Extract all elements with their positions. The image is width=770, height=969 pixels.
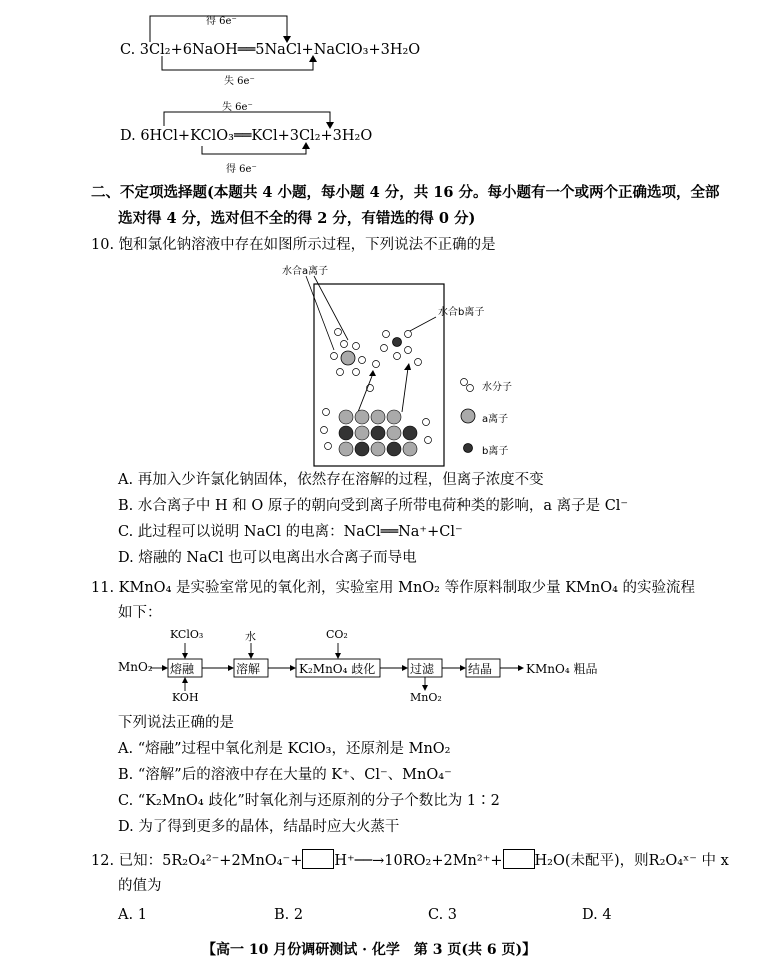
q12-stem-line2: 的值为 bbox=[118, 878, 162, 894]
equation-d: D. 6HCl+KClO₃══KCl+3Cl₂+3H₂O bbox=[120, 128, 373, 144]
flow-step-filter-output: MnO₂ bbox=[410, 691, 442, 704]
q11-stem-line2: 如下： bbox=[118, 605, 162, 621]
q10-option-a: A. 再加入少许氯化钠固体，依然存在溶解的过程，但离子浓度不变 bbox=[118, 472, 544, 488]
flow-step-dissolve-input: 水 bbox=[245, 630, 256, 643]
q12-option-d: D. 4 bbox=[582, 907, 612, 923]
label-hydrated-b-ion: 水合b离子 bbox=[438, 307, 485, 318]
legend-b-ion: b离子 bbox=[482, 446, 509, 457]
q12-option-b: B. 2 bbox=[274, 907, 304, 923]
q12-part3: H₂O(未配平)，则R₂O₄ˣ⁻ 中 x bbox=[534, 853, 729, 869]
label-hydrated-a-ion: 水合a离子 bbox=[282, 266, 329, 277]
q11-flowchart bbox=[118, 627, 678, 707]
q12-part1: 12. 已知：5R₂O₄²⁻+2MnO₄⁻+ bbox=[91, 853, 303, 869]
q10-option-d: D. 熔融的 NaCl 也可以电离出水合离子而导电 bbox=[118, 550, 417, 566]
flow-step-melt: 熔融 bbox=[170, 662, 195, 676]
q12-option-a: A. 1 bbox=[118, 907, 147, 923]
section-heading-line2: 选对得 4 分，选对但不全的得 2 分，有错选的得 0 分) bbox=[118, 210, 476, 227]
flow-start: MnO₂ bbox=[118, 660, 153, 674]
flow-step-filter: 过滤 bbox=[410, 662, 435, 676]
flow-step-dissolve: 溶解 bbox=[236, 662, 261, 676]
flow-step-crystallize: 结晶 bbox=[468, 662, 493, 676]
blank-box-h2o bbox=[503, 849, 535, 869]
legend-a-ion: a离子 bbox=[482, 414, 509, 425]
hydrated-ion-diagram bbox=[278, 262, 528, 467]
q11-option-d: D. 为了得到更多的晶体，结晶时应大火蒸干 bbox=[118, 819, 400, 835]
q10-option-c: C. 此过程可以说明 NaCl 的电离：NaCl══Na⁺+Cl⁻ bbox=[118, 524, 463, 540]
gain-electron-label-d: 得 6e⁻ bbox=[226, 164, 257, 175]
flow-step-disproportionation-input: CO₂ bbox=[326, 628, 348, 641]
blank-box-h bbox=[302, 849, 334, 869]
q12-option-c: C. 3 bbox=[428, 907, 458, 923]
q10-stem: 10. 饱和氯化钠溶液中存在如图所示过程，下列说法不正确的是 bbox=[91, 237, 496, 253]
flow-step-melt-input: KClO₃ bbox=[170, 628, 204, 641]
q10-figure bbox=[278, 262, 528, 467]
q11-ask: 下列说法正确的是 bbox=[118, 715, 234, 731]
equation-c: C. 3Cl₂+6NaOH══5NaCl+NaClO₃+3H₂O bbox=[120, 42, 421, 58]
legend-water: 水分子 bbox=[482, 382, 512, 393]
flow-step-melt-input2: KOH bbox=[172, 691, 199, 704]
q12-part2: H⁺──→10RO₂+2Mn²⁺+ bbox=[334, 853, 503, 869]
gain-electron-label: 得 6e⁻ bbox=[206, 16, 237, 27]
q10-option-b: B. 水合离子中 H 和 O 原子的朝向受到离子所带电荷种类的影响，a 离子是 Cl⁻ bbox=[118, 498, 629, 514]
q11-option-b: B. “溶解”后的溶液中存在大量的 K⁺、Cl⁻、MnO₄⁻ bbox=[118, 767, 452, 783]
lose-electron-label: 失 6e⁻ bbox=[224, 76, 255, 87]
section-heading-line1: 二、不定项选择题(本题共 4 小题，每小题 4 分，共 16 分。每小题有一个或两个正确选项，全部 bbox=[91, 184, 720, 201]
page-footer: 【高一 10 月份调研测试 · 化学 第 3 页(共 6 页)】 bbox=[202, 942, 537, 958]
lose-electron-label-d: 失 6e⁻ bbox=[222, 102, 253, 113]
q11-option-a: A. “熔融”过程中氧化剂是 KClO₃，还原剂是 MnO₂ bbox=[118, 741, 451, 757]
q11-option-c: C. “K₂MnO₄ 歧化”时氧化剂与还原剂的分子个数比为 1∶2 bbox=[118, 793, 500, 809]
flow-step-disproportionation: K₂MnO₄ 歧化 bbox=[299, 662, 376, 676]
flow-end: KMnO₄ 粗品 bbox=[526, 662, 598, 676]
q12-stem-line1 bbox=[91, 849, 729, 871]
q11-stem-line1: 11. KMnO₄ 是实验室常见的氧化剂，实验室用 MnO₂ 等作原料制取少量 KMnO₄ 的实验流程 bbox=[91, 580, 696, 596]
